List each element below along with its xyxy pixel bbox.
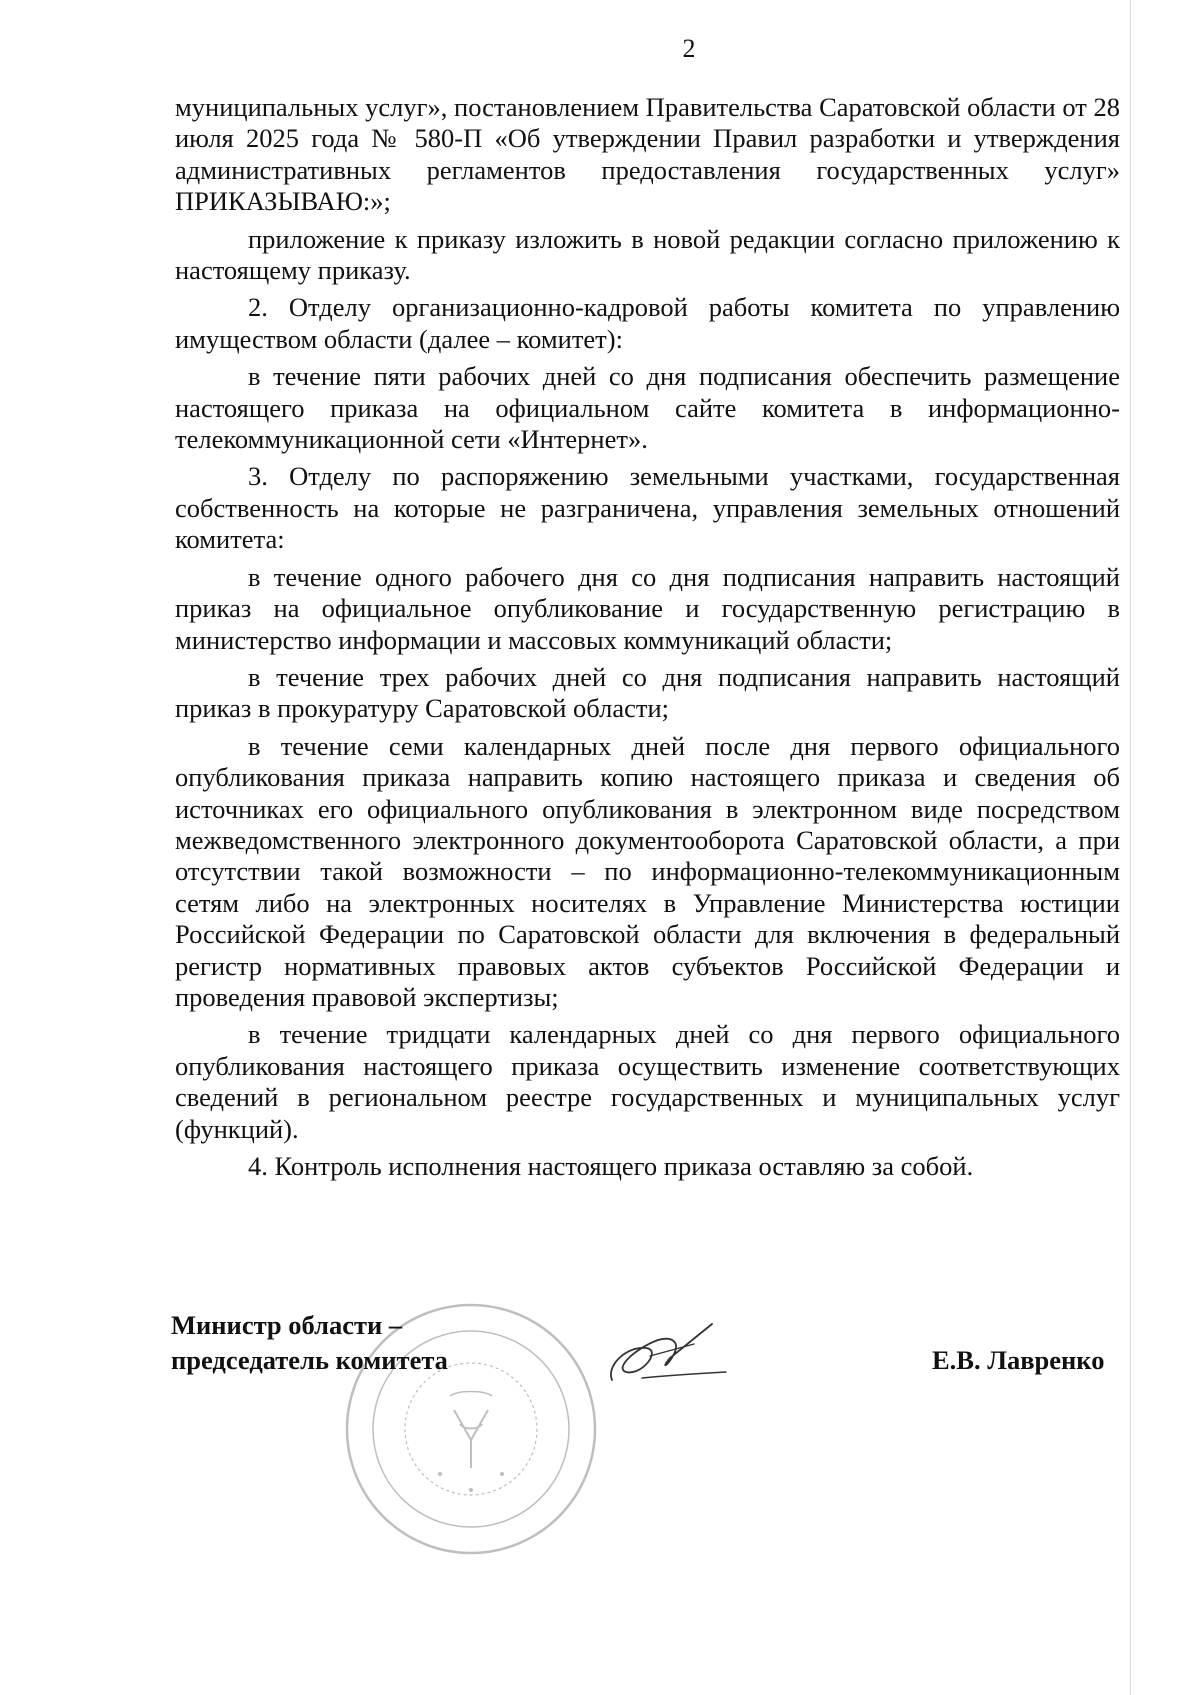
signatory-title-line-1: Министр области – bbox=[171, 1310, 403, 1340]
signatory-title bbox=[171, 1308, 448, 1378]
paragraph-annex: приложение к приказу изложить в новой редакции согласно приложению к настоящему приказу. bbox=[175, 223, 1120, 286]
document-body bbox=[175, 92, 1120, 1182]
paragraph-continuation: муниципальных услуг», постановлением Правительства Саратовской области от 28 июля 2025 года № 580-П «Об утверждении Правил разработки и утверждения административных регламентов предоставления государственных услуг» ПРИКАЗЫВАЮ:»; bbox=[175, 92, 1120, 217]
paragraph-item-2-task: в течение пяти рабочих дней со дня подписания обеспечить размещение настоящего приказа на официальном сайте комитета в информационно-телекоммуникационной сети «Интернет». bbox=[175, 361, 1120, 455]
paragraph-item-4: 4. Контроль исполнения настоящего приказа оставляю за собой. bbox=[248, 1151, 974, 1181]
paragraph-item-3-task-4: в течение тридцати календарных дней со дня первого официального опубликования настоящего приказа осуществить изменение соответствующих сведений в региональном реестре государственных и муниципальных услуг (функций). bbox=[175, 1019, 1120, 1144]
page-number: 2 bbox=[682, 34, 696, 63]
handwritten-signature bbox=[602, 1318, 732, 1398]
paragraph-item-3: 3. Отделу по распоряжению земельными участками, государственная собственность на которые не разграничена, управления земельных отношений комитета: bbox=[175, 461, 1120, 555]
signatory-title-line-2: председатель комитета bbox=[171, 1345, 448, 1375]
paragraph-item-3-task-3: в течение семи календарных дней после дня первого официального опубликования приказа направить копию настоящего приказа и сведения об источниках его официального опубликования в электронном виде посредством межведомственного электронного документооборота Саратовской области, а при отсутствии такой возможности – по информационно-телекоммуникационным сетям либо на электронных носителях в Управление Министерства юстиции Российской Федерации по Саратовской области для включения в федеральный регистр нормативных правовых актов субъектов Российской Федерации и проведения правовой экспертизы; bbox=[175, 730, 1120, 1012]
page-edge-line bbox=[1130, 0, 1131, 1695]
signatory-name: Е.В. Лавренко bbox=[932, 1345, 1105, 1375]
paragraph-item-3-task-2: в течение трех рабочих дней со дня подписания направить настоящий приказ в прокуратуру Саратовской области; bbox=[175, 661, 1120, 724]
paragraph-item-3-task-1: в течение одного рабочего дня со дня подписания направить настоящий приказ на официальное опубликование и государственную регистрацию в министерство информации и массовых коммуникаций области; bbox=[175, 561, 1120, 655]
paragraph-item-2: 2. Отделу организационно-кадровой работы комитета по управлению имуществом области (далее – комитет): bbox=[175, 292, 1120, 354]
